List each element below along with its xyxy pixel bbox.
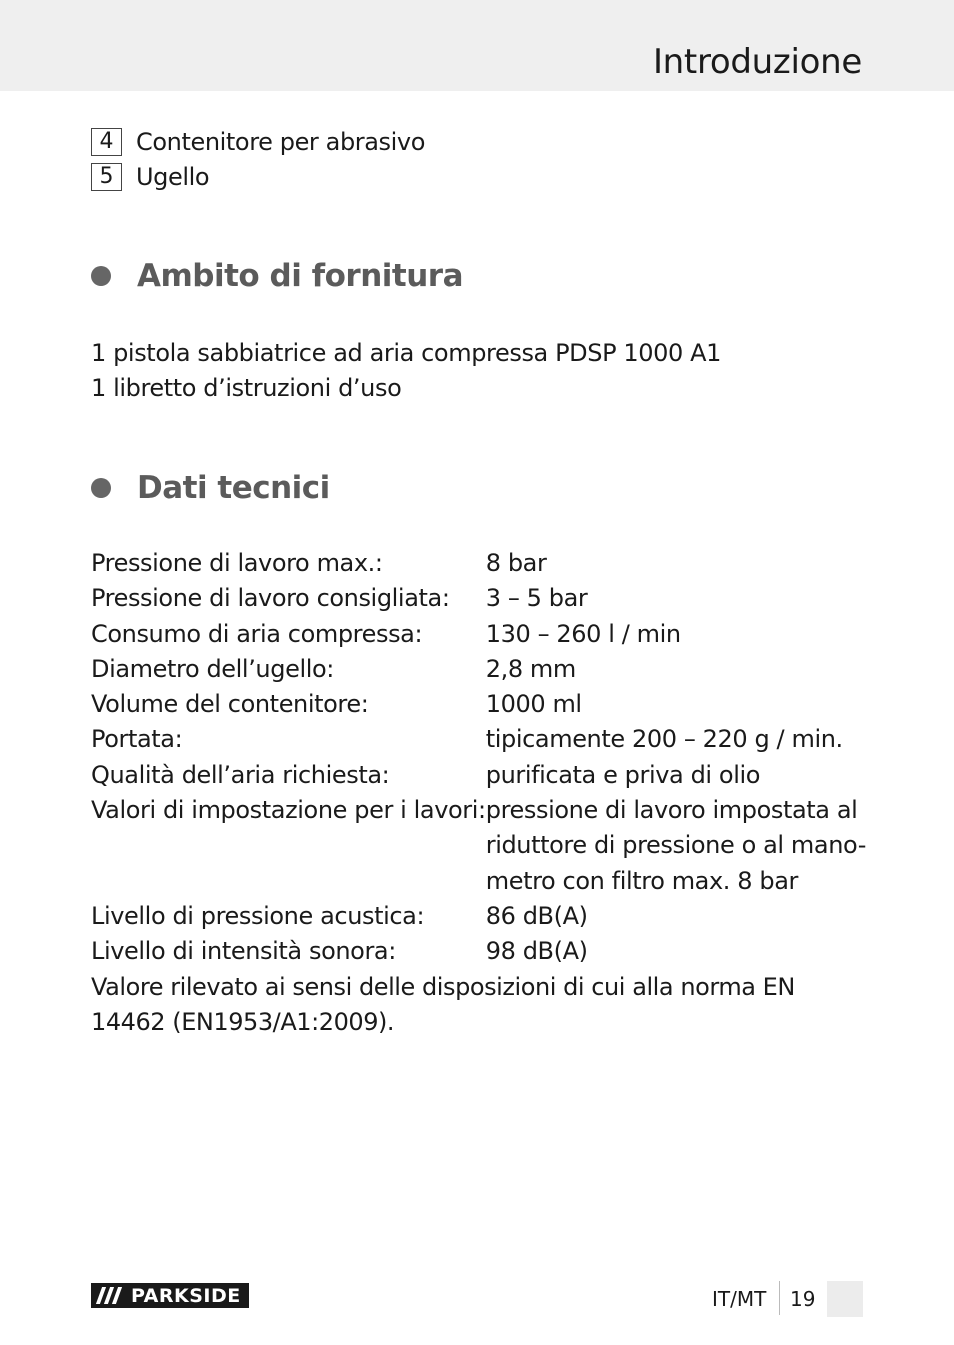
page-corner-box (827, 1281, 863, 1317)
part-number-box: 5 (91, 163, 122, 191)
supply-list (91, 336, 721, 407)
heading-text: Ambito di fornitura (137, 258, 463, 294)
table-row (91, 581, 866, 616)
bullet-icon (91, 266, 111, 286)
spec-label: Livello di pressione acustica: (91, 901, 425, 930)
table-row (91, 828, 866, 863)
spec-value: 3 – 5 bar (485, 584, 588, 613)
spec-label: Volume del contenitore: (91, 690, 369, 719)
parkside-logo (91, 1283, 249, 1308)
spec-label: Valori di impostazione per i lavori: (91, 796, 486, 825)
spec-value: 8 bar (485, 549, 547, 577)
table-row (91, 546, 866, 581)
tech-data-table (91, 546, 866, 970)
list-item (91, 159, 425, 194)
logo-stripes-icon (91, 1283, 131, 1308)
spec-label: Pressione di lavoro consigliata: (91, 584, 450, 613)
table-row (91, 722, 866, 757)
table-row (91, 758, 866, 793)
brand-name: PARKSIDE (131, 1284, 241, 1307)
spec-label: Consumo di aria compressa: (91, 619, 423, 648)
language-code: IT/MT (712, 1287, 767, 1311)
table-row (91, 652, 866, 687)
spec-value: 86 dB(A) (485, 901, 588, 930)
table-row (91, 687, 866, 722)
spec-value: 1000 ml (485, 690, 582, 719)
list-item (91, 124, 425, 159)
spec-value: 130 – 260 l / min (485, 619, 681, 648)
spec-label (91, 828, 486, 863)
bullet-icon (91, 478, 111, 498)
spec-label: Portata: (91, 725, 183, 754)
spec-label (91, 864, 486, 899)
table-row (91, 617, 866, 652)
spec-value: 98 dB(A) (485, 937, 588, 966)
spec-value: tipicamente 200 – 220 g / min. (485, 725, 843, 754)
header-band (0, 0, 954, 91)
table-row (91, 899, 866, 934)
section-heading-tech (91, 470, 330, 506)
spec-value: metro con filtro max. 8 bar (485, 866, 798, 895)
norm-note: Valore rilevato ai sensi delle disposizioni di cui alla norma EN 14462 (EN1953/A1:2009). (91, 973, 795, 1037)
spec-label: Diametro dell’ugello: (91, 654, 334, 683)
parts-list (91, 124, 425, 194)
part-number-box: 4 (91, 128, 122, 156)
part-label: Ugello (136, 162, 210, 191)
spec-value: riduttore di pressione o al mano- (485, 831, 866, 860)
table-row (91, 934, 866, 969)
table-row (91, 864, 866, 899)
spec-label: Pressione di lavoro max.: (91, 549, 383, 577)
part-label: Contenitore per abrasivo (136, 127, 426, 156)
section-heading-supply (91, 258, 463, 294)
spec-label: Qualità dell’aria richiesta: (91, 760, 390, 789)
spec-label: Livello di intensità sonora: (91, 937, 396, 966)
heading-text: Dati tecnici (137, 470, 330, 506)
spec-value: pressione di lavoro impostata al (485, 796, 858, 825)
page-title: Introduzione (652, 42, 862, 82)
supply-item: 1 libretto d’istruzioni d’uso (91, 374, 402, 403)
footer-divider (779, 1281, 780, 1315)
table-row (91, 793, 866, 828)
supply-item: 1 pistola sabbiatrice ad aria compressa PDSP 1000 A1 (91, 339, 721, 367)
spec-value: 2,8 mm (485, 654, 576, 683)
spec-value: purificata e priva di olio (485, 760, 761, 789)
page-number: 19 (790, 1287, 816, 1311)
